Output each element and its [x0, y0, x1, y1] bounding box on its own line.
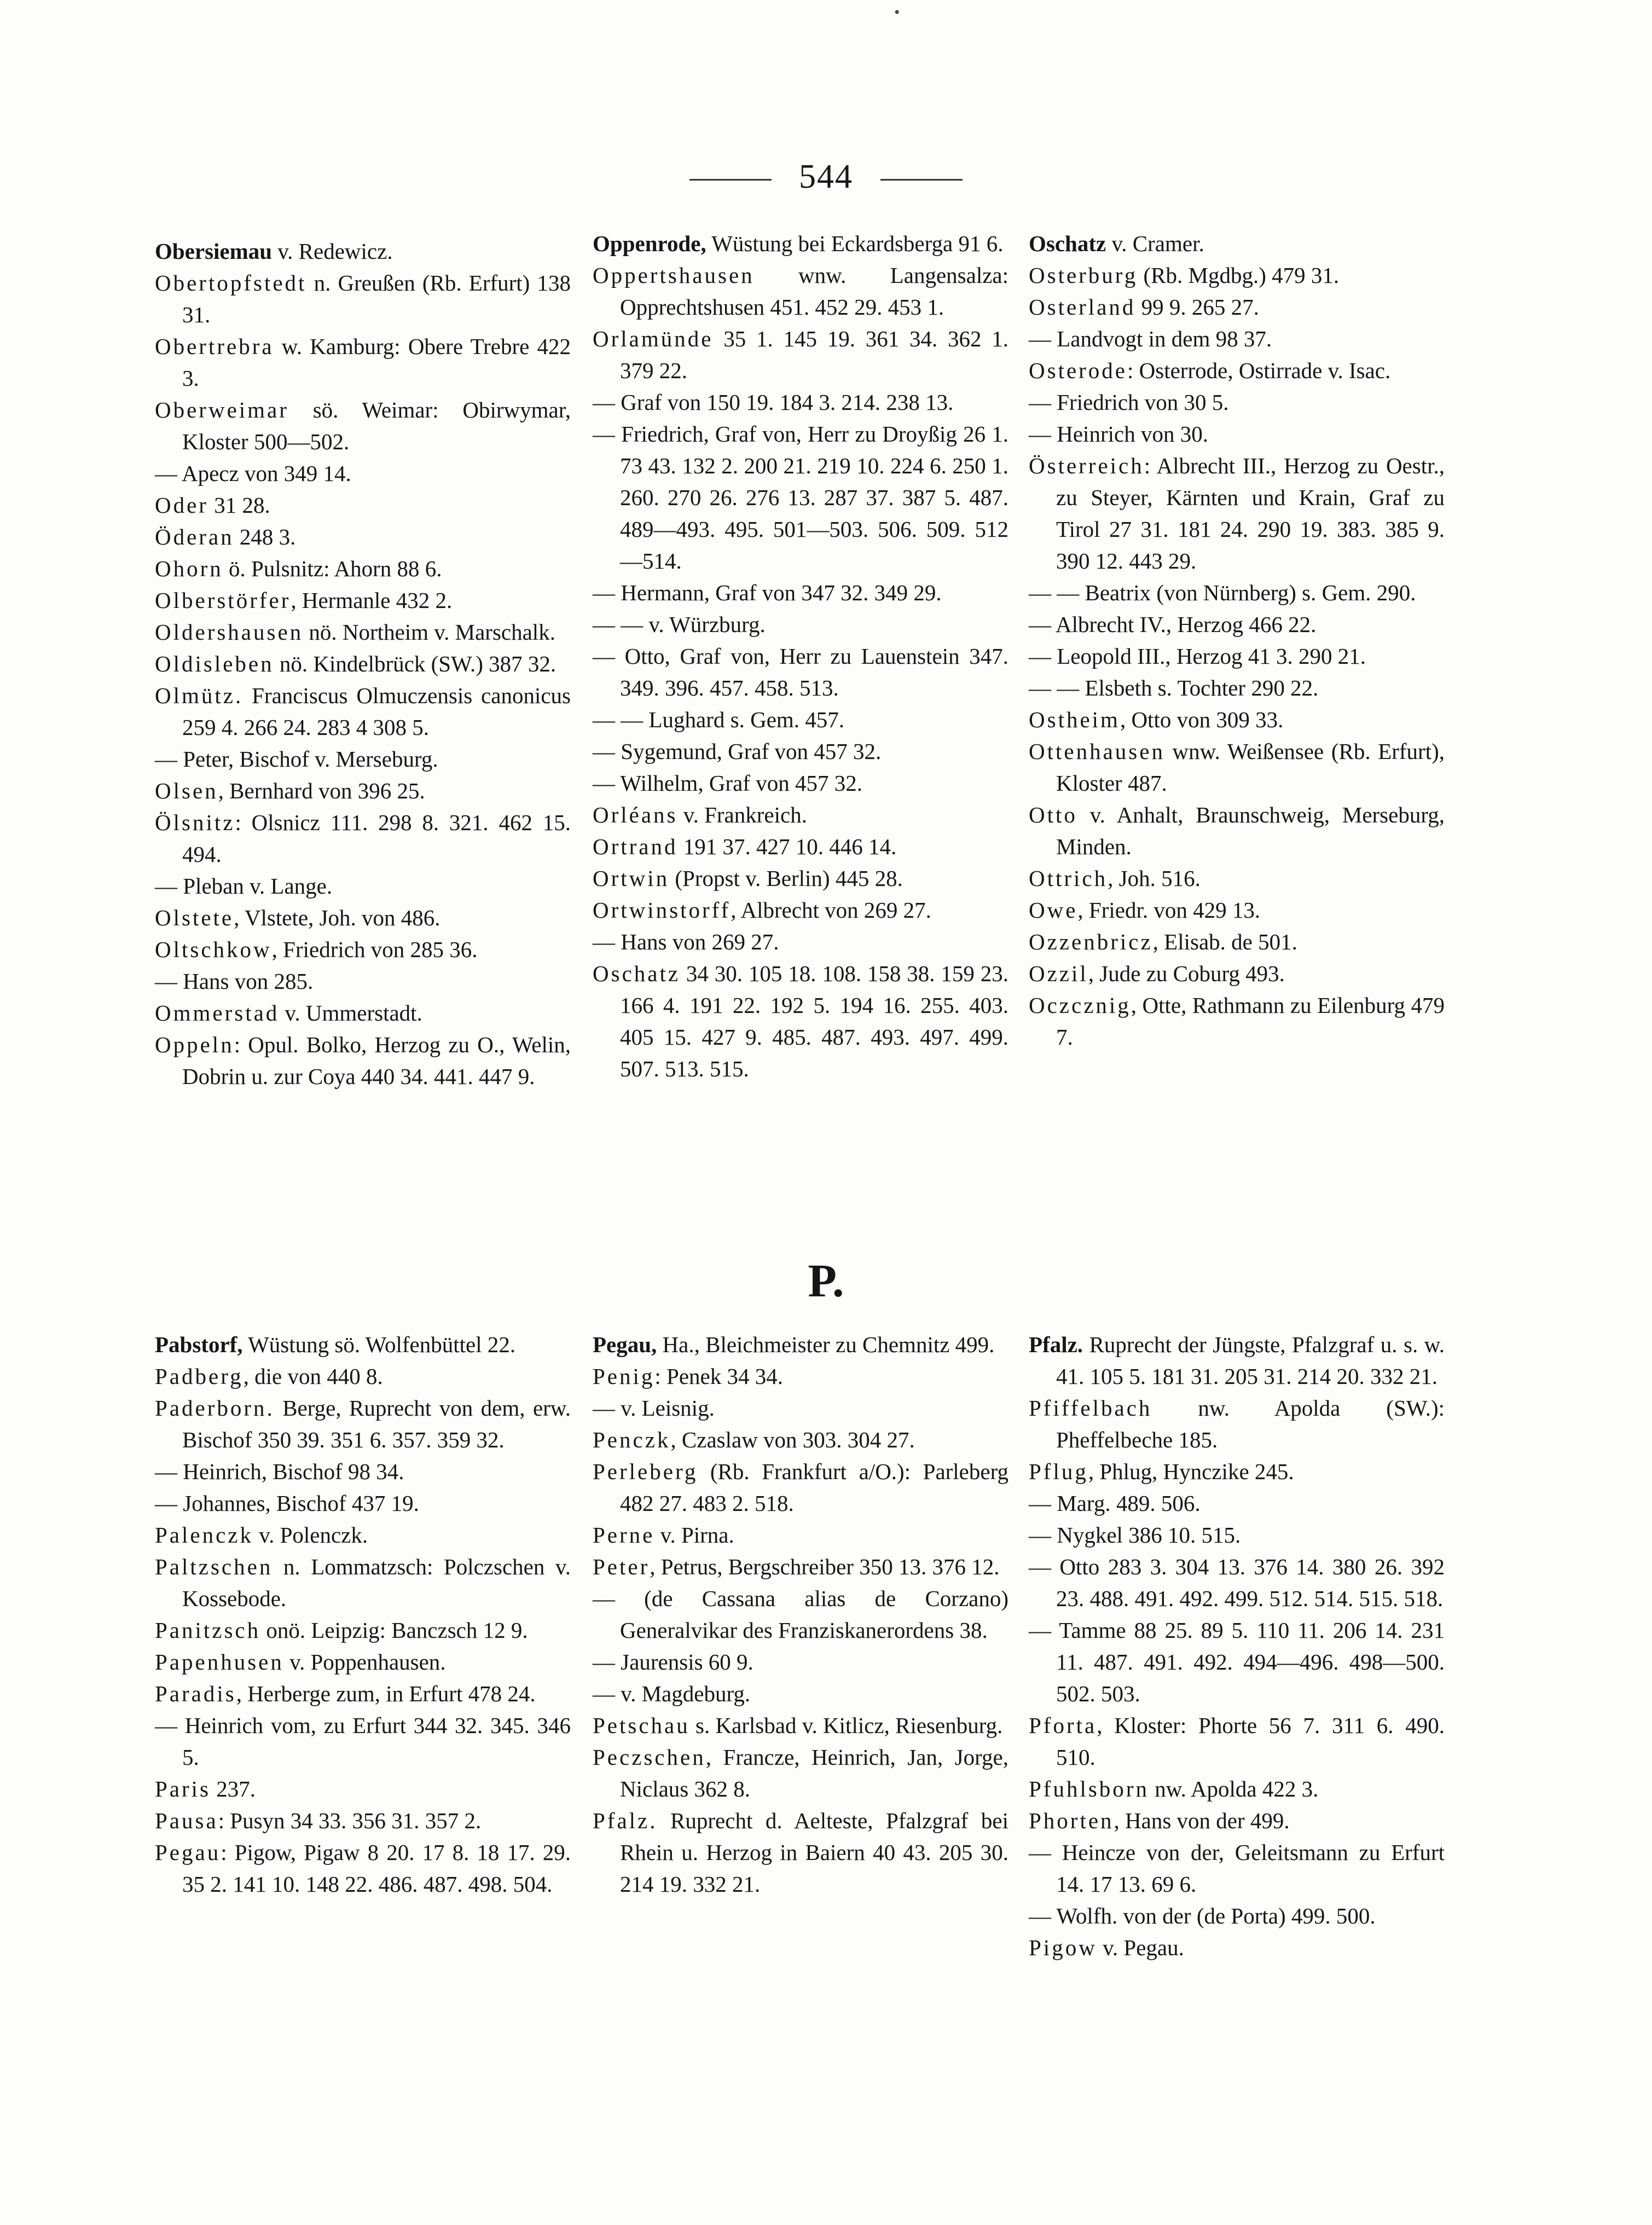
index-entry: [593, 767, 1008, 799]
entry-text: 191 37. 427 10. 446 14.: [677, 834, 897, 859]
entry-text: — Friedrich von 30 5.: [1029, 390, 1229, 415]
index-entry: [593, 831, 1008, 862]
index-entry: [155, 1551, 571, 1614]
entry-text: — Heinrich von 30.: [1029, 421, 1208, 447]
entry-headword: Oppeln: [155, 1032, 234, 1057]
index-entry: [155, 489, 571, 521]
entry-headword: Ozzil: [1029, 961, 1088, 986]
index-entry: [155, 457, 571, 489]
index-entry: [1029, 1519, 1445, 1551]
entry-headword: Padberg: [155, 1364, 244, 1389]
entry-text: : Pusyn 34 33. 356 31. 357 2.: [218, 1808, 482, 1833]
entry-headword: Pabstorf,: [155, 1332, 243, 1357]
index-entry: [593, 1805, 1008, 1900]
entry-text: 35 1. 145 19. 361 34. 362 1. 379 22.: [620, 326, 1008, 383]
index-entry: [155, 1710, 571, 1773]
entry-text: , Czaslaw von 303. 304 27.: [670, 1427, 915, 1452]
entry-text: Ruprecht d. Aelteste, Pfalzgraf bei Rhein u. Herzog in Baiern 40 43. 205 30. 214 19. 332 21.: [620, 1808, 1008, 1897]
entry-headword: Oldisleben: [155, 651, 274, 676]
index-entry: [593, 704, 1008, 735]
entry-text: onö. Leipzig: Banczsch 12 9.: [260, 1618, 528, 1643]
entry-headword: Olberstörfer: [155, 588, 291, 613]
entry-text: v. Anhalt, Braunschweig, Merseburg, Minden.: [1056, 802, 1445, 859]
index-entry: [155, 394, 571, 457]
entry-text: sö. Weimar: Obirwymar, Kloster 500—502.: [182, 397, 571, 454]
index-entry: [155, 1836, 571, 1900]
entry-headword: Pfalz.: [1029, 1332, 1083, 1357]
entry-text: : Osterrode, Ostirrade v. Isac.: [1127, 358, 1391, 383]
entry-text: nö. Kindelbrück (SW.) 387 32.: [274, 651, 557, 676]
entry-text: nw. Apolda 422 3.: [1149, 1776, 1319, 1801]
index-entry: [593, 609, 1008, 640]
entry-headword: Ottrich: [1029, 866, 1108, 891]
index-entry: [155, 743, 571, 775]
index-entry: [155, 807, 571, 870]
index-entry: [593, 958, 1008, 1085]
index-entry: [1029, 228, 1445, 259]
index-entry: [593, 323, 1008, 386]
index-entry: [593, 1741, 1008, 1805]
entry-headword: Peczschen: [593, 1745, 706, 1770]
entry-text: — Pleban v. Lange.: [155, 873, 333, 899]
entry-text: — Landvogt in dem 98 37.: [1029, 326, 1272, 351]
entry-headword: Penczk: [593, 1427, 671, 1452]
entry-text: v. Pirna.: [654, 1522, 734, 1548]
entry-text: — Wolfh. von der (de Porta) 499. 500.: [1029, 1903, 1376, 1928]
entry-text: — Graf von 150 19. 184 3. 214. 238 13.: [593, 390, 954, 415]
index-entry: [155, 521, 571, 553]
entry-headword: Pegau,: [593, 1332, 657, 1357]
entry-text: — Friedrich, Graf von, Herr zu Droyßig 26 1. 73 43. 132 2. 200 21. 219 10. 224 6. 250 1. 260. 270 26. 276 13. 287 37. 387 5. 487. 489—493. 495. 501—503. 506. 509. 512—514.: [593, 421, 1008, 573]
entry-text: , Elisab. de 501.: [1152, 929, 1297, 954]
entry-text: nö. Northeim v. Marschalk.: [303, 619, 555, 645]
index-entry: [1029, 1932, 1445, 1963]
index-entry: [155, 331, 571, 394]
entry-text: , Friedr. von 429 13.: [1077, 897, 1261, 923]
index-entry: [1029, 259, 1445, 291]
column-6: [1029, 1329, 1445, 1963]
entry-headword: Osterland: [1029, 294, 1136, 320]
entry-headword: Oltschkow: [155, 937, 272, 962]
entry-text: 31 28.: [208, 492, 270, 518]
entry-headword: Olmütz.: [155, 683, 244, 708]
index-entry: [593, 799, 1008, 831]
entry-headword: Pausa: [155, 1808, 218, 1833]
index-entry: [155, 1029, 571, 1092]
entry-text: — Wilhelm, Graf von 457 32.: [593, 770, 862, 796]
index-entry: [155, 1456, 571, 1487]
entry-text: 34 30. 105 18. 108. 158 38. 159 23. 166 4. 191 22. 192 5. 194 16. 255. 403. 405 15. 427 9. 485. 487. 493. 497. 499. 507. 513. 515.: [620, 961, 1008, 1081]
entry-text: v. Poppenhausen.: [283, 1649, 446, 1674]
entry-headword: Olstete: [155, 905, 234, 930]
entry-text: Ruprecht der Jüngste, Pfalzgraf u. s. w. 41. 105 5. 181 31. 205 31. 214 20. 332 21.: [1056, 1332, 1445, 1389]
index-entry: [155, 1392, 571, 1456]
entry-text: , Jude zu Coburg 493.: [1088, 961, 1285, 986]
index-entry: [1029, 1710, 1445, 1773]
index-entry: [593, 640, 1008, 704]
entry-headword: Ortwin: [593, 866, 670, 891]
index-entry: [593, 228, 1008, 259]
entry-headword: Pigow: [1029, 1935, 1097, 1960]
entry-text: , Hermanle 432 2.: [291, 588, 453, 613]
index-entry: [155, 1360, 571, 1392]
index-entry: [1029, 735, 1445, 799]
index-entry: [593, 1360, 1008, 1392]
entry-text: w. Kamburg: Obere Trebre 422 3.: [182, 334, 571, 391]
entry-text: , Otto von 309 33.: [1120, 707, 1284, 732]
entry-text: — — Beatrix (von Nürnberg) s. Gem. 290.: [1029, 580, 1416, 605]
index-entry: [1029, 1329, 1445, 1392]
entry-text: — — v. Würzburg.: [593, 612, 766, 637]
entry-text: — Sygemund, Graf von 457 32.: [593, 739, 882, 764]
entry-headword: Oppenrode,: [593, 231, 706, 256]
index-entry: [593, 735, 1008, 767]
entry-headword: Österreich: [1029, 453, 1144, 478]
entry-text: — Albrecht IV., Herzog 466 22.: [1029, 612, 1317, 637]
entry-text: Berge, Ruprecht von dem, erw. Bischof 350 39. 351 6. 357. 359 32.: [182, 1395, 571, 1452]
entry-headword: Petschau: [593, 1713, 690, 1738]
entry-headword: Ölsnitz: [155, 810, 235, 835]
index-entry: [593, 1646, 1008, 1678]
header-rule-right: [880, 179, 963, 181]
column-5: [593, 1329, 1008, 1900]
index-entry: [593, 259, 1008, 323]
index-entry: [593, 1329, 1008, 1360]
index-entry: [1029, 989, 1445, 1053]
index-entry: [155, 680, 571, 743]
section-letter: P.: [808, 1254, 844, 1307]
index-entry: [155, 1678, 571, 1710]
entry-text: v. Redewicz.: [272, 239, 393, 264]
index-entry: [155, 775, 571, 807]
index-entry: [155, 1646, 571, 1678]
index-entry: [593, 1678, 1008, 1710]
entry-text: — Otto, Graf von, Herr zu Lauenstein 347. 349. 396. 457. 458. 513.: [593, 644, 1008, 700]
entry-text: nw. Apolda (SW.): Pheffelbeche 185.: [1056, 1395, 1445, 1452]
entry-headword: Perne: [593, 1522, 655, 1548]
index-entry: [1029, 1487, 1445, 1519]
entry-text: , Bernhard von 396 25.: [218, 778, 425, 803]
entry-text: — Peter, Bischof v. Merseburg.: [155, 746, 438, 772]
index-entry: [593, 1392, 1008, 1424]
index-entry: [155, 870, 571, 902]
entry-headword: Ozzenbricz: [1029, 929, 1153, 954]
entry-headword: Pforta: [1029, 1713, 1097, 1738]
entry-text: — v. Magdeburg.: [593, 1681, 751, 1706]
index-entry: [1029, 799, 1445, 862]
entry-headword: Olsen: [155, 778, 218, 803]
index-entry: [155, 902, 571, 934]
index-entry: [155, 553, 571, 584]
entry-text: wnw. Weißensee (Rb. Erfurt), Kloster 487.: [1056, 739, 1445, 796]
index-entry: [1029, 1773, 1445, 1805]
entry-headword: Orléans: [593, 802, 678, 827]
entry-text: — Marg. 489. 506.: [1029, 1491, 1201, 1516]
entry-text: (Rb. Mgdbg.) 479 31.: [1138, 263, 1340, 288]
index-entry: [155, 934, 571, 965]
entry-text: : Pigow, Pigaw 8 20. 17 8. 18 17. 29. 35 2. 141 10. 148 22. 486. 487. 498. 504.: [182, 1840, 571, 1897]
entry-text: (Propst v. Berlin) 445 28.: [669, 866, 903, 891]
index-entry: [593, 1424, 1008, 1456]
entry-text: — v. Leisnig.: [593, 1395, 715, 1421]
entry-text: Wüstung bei Eckardsberga 91 6.: [706, 231, 1004, 256]
index-entry: [1029, 386, 1445, 418]
index-entry: [155, 648, 571, 680]
entry-text: n. Lommatzsch: Polczschen v. Kossebode.: [182, 1554, 571, 1611]
index-entry: [1029, 894, 1445, 926]
entry-text: — Hermann, Graf von 347 32. 349 29.: [593, 580, 942, 605]
entry-headword: Paradis: [155, 1681, 236, 1706]
index-entry: [1029, 1392, 1445, 1456]
entry-text: (Rb. Frankfurt a/O.): Parleberg 482 27. 483 2. 518.: [620, 1459, 1008, 1516]
entry-text: — Leopold III., Herzog 41 3. 290 21.: [1029, 644, 1366, 669]
entry-headword: Paris: [155, 1776, 211, 1801]
entry-headword: Obertrebra: [155, 334, 274, 359]
index-entry: [1029, 1900, 1445, 1932]
index-entry: [155, 965, 571, 997]
entry-text: Ha., Bleichmeister zu Chemnitz 499.: [657, 1332, 995, 1357]
entry-headword: Penig: [593, 1364, 655, 1389]
entry-headword: Phorten: [1029, 1808, 1114, 1833]
entry-text: : Penek 34 34.: [654, 1364, 783, 1389]
index-entry: [593, 1710, 1008, 1741]
column-1: [155, 235, 571, 1092]
entry-text: , Vlstete, Joh. von 486.: [234, 905, 440, 930]
column-3: [1029, 228, 1445, 1053]
entry-headword: Perleberg: [593, 1459, 698, 1484]
entry-text: — Otto 283 3. 304 13. 376 14. 380 26. 392 23. 488. 491. 492. 499. 512. 514. 515. 518.: [1029, 1554, 1445, 1611]
entry-text: — — Elsbeth s. Tochter 290 22.: [1029, 675, 1319, 700]
index-entry: [1029, 672, 1445, 704]
entry-text: — Heincze von der, Geleitsmann zu Erfurt 14. 17 13. 69 6.: [1029, 1840, 1445, 1897]
column-2: [593, 228, 1008, 1085]
index-entry: [155, 616, 571, 648]
header-rule-left: [689, 179, 772, 181]
entry-headword: Pflug: [1029, 1459, 1088, 1484]
entry-text: — Hans von 269 27.: [593, 929, 779, 954]
index-entry: [1029, 450, 1445, 577]
print-speck: •: [894, 3, 900, 21]
entry-text: 237.: [211, 1776, 256, 1801]
entry-text: — Heinrich, Bischof 98 34.: [155, 1459, 404, 1484]
entry-headword: Oder: [155, 492, 208, 518]
entry-text: n. Greußen (Rb. Erfurt) 138 31.: [182, 270, 571, 327]
entry-text: v. Polenczk.: [253, 1522, 368, 1548]
index-entry: [1029, 418, 1445, 450]
index-entry: [155, 1773, 571, 1805]
index-entry: [155, 1519, 571, 1551]
entry-text: , Herberge zum, in Erfurt 478 24.: [236, 1681, 536, 1706]
index-entry: [593, 1519, 1008, 1551]
entry-text: , Phlug, Hynczike 245.: [1088, 1459, 1294, 1484]
index-entry: [1029, 958, 1445, 989]
index-entry: [1029, 1551, 1445, 1614]
entry-headword: Oschatz: [1029, 231, 1106, 256]
entry-text: wnw. Langensalza: Opprechtshusen 451. 452 29. 453 1.: [620, 263, 1008, 320]
index-entry: [593, 926, 1008, 958]
entry-text: ö. Pulsnitz: Ahorn 88 6.: [223, 556, 442, 581]
entry-text: — Tamme 88 25. 89 5. 110 11. 206 14. 231 11. 487. 491. 492. 494—496. 498—500. 502. 503.: [1029, 1618, 1445, 1706]
entry-headword: Oberweimar: [155, 397, 289, 422]
entry-headword: Pegau: [155, 1840, 221, 1865]
index-entry: [1029, 862, 1445, 894]
entry-text: v. Frankreich.: [677, 802, 807, 827]
entry-headword: Oczcznig: [1029, 993, 1131, 1018]
entry-headword: Obersiemau: [155, 239, 273, 264]
entry-text: — Heinrich vom, zu Erfurt 344 32. 345. 346 5.: [155, 1713, 571, 1770]
index-entry: [155, 1805, 571, 1836]
index-entry: [593, 418, 1008, 577]
index-entry: [593, 577, 1008, 609]
index-entry: [593, 386, 1008, 418]
entry-text: 248 3.: [234, 524, 296, 549]
entry-text: , Petrus, Bergschreiber 350 13. 376 12.: [650, 1554, 1000, 1579]
entry-headword: Pfiffelbach: [1029, 1395, 1152, 1421]
index-entry: [1029, 1805, 1445, 1836]
column-4: [155, 1329, 571, 1900]
index-entry: [1029, 609, 1445, 640]
index-entry: [1029, 1836, 1445, 1900]
entry-text: , Otte, Rathmann zu Eilenburg 479 7.: [1056, 993, 1445, 1050]
entry-text: , Joh. 516.: [1108, 866, 1201, 891]
index-entry: [593, 1551, 1008, 1583]
index-entry: [1029, 323, 1445, 355]
entry-text: — Jaurensis 60 9.: [593, 1649, 753, 1674]
entry-headword: Ottenhausen: [1029, 739, 1165, 764]
entry-text: v. Ummerstadt.: [279, 1000, 422, 1025]
index-entry: [593, 1456, 1008, 1519]
entry-headword: Ostheim: [1029, 707, 1120, 732]
entry-headword: Ortrand: [593, 834, 678, 859]
entry-text: , Friedrich von 285 36.: [271, 937, 478, 962]
index-entry: [155, 1487, 571, 1519]
entry-headword: Owe: [1029, 897, 1078, 923]
entry-headword: Ortwinstorff: [593, 897, 731, 923]
page-number: 544: [799, 158, 853, 195]
entry-headword: Oppertshausen: [593, 263, 755, 288]
entry-headword: Papenhusen: [155, 1649, 284, 1674]
index-entry: [155, 997, 571, 1029]
entry-text: s. Karlsbad v. Kitlicz, Riesenburg.: [689, 1713, 1003, 1738]
index-entry: [1029, 926, 1445, 958]
index-entry: [155, 584, 571, 616]
entry-headword: Peter: [593, 1554, 650, 1579]
entry-headword: Panitzsch: [155, 1618, 261, 1643]
index-entry: [155, 1614, 571, 1646]
index-entry: [593, 1583, 1008, 1646]
entry-headword: Orlamünde: [593, 326, 714, 351]
entry-text: : Opul. Bolko, Herzog zu O., Welin, Dobrin u. zur Coya 440 34. 441. 447 9.: [182, 1032, 571, 1089]
index-entry: [1029, 704, 1445, 735]
page-header: [0, 158, 1652, 196]
entry-headword: Osterode: [1029, 358, 1128, 383]
index-entry: [1029, 1456, 1445, 1487]
entry-text: , Kloster: Phorte 56 7. 311 6. 490. 510.: [1056, 1713, 1445, 1770]
entry-text: , Hans von der 499.: [1114, 1808, 1290, 1833]
entry-text: — Johannes, Bischof 437 19.: [155, 1491, 419, 1516]
entry-text: — (de Cassana alias de Corzano) Generalvikar des Franziskanerordens 38.: [593, 1586, 1008, 1643]
entry-text: : Albrecht III., Herzog zu Oestr., zu Steyer, Kärnten und Krain, Graf zu Tirol 27 31. 181 24. 290 19. 383. 385 9. 390 12. 443 29.: [1056, 453, 1445, 573]
entry-headword: Paderborn.: [155, 1395, 275, 1421]
entry-headword: Paltzschen: [155, 1554, 273, 1579]
entry-text: : Olsnicz 111. 298 8. 321. 462 15. 494.: [182, 810, 571, 867]
entry-text: — Nygkel 386 10. 515.: [1029, 1522, 1241, 1548]
entry-headword: Obertopfstedt: [155, 270, 307, 295]
entry-text: Franciscus Olmuczensis canonicus 259 4. 266 24. 283 4 308 5.: [182, 683, 571, 740]
entry-headword: Ommerstad: [155, 1000, 280, 1025]
index-entry: [1029, 577, 1445, 609]
index-entry: [593, 894, 1008, 926]
index-entry: [155, 235, 571, 267]
entry-headword: Pfuhlsborn: [1029, 1776, 1149, 1801]
index-entry: [593, 862, 1008, 894]
entry-text: v. Pegau.: [1097, 1935, 1184, 1960]
entry-text: , Albrecht von 269 27.: [731, 897, 931, 923]
entry-text: Wüstung sö. Wolfenbüttel 22.: [242, 1332, 516, 1357]
index-entry: [1029, 640, 1445, 672]
index-entry: [155, 1329, 571, 1360]
entry-text: 99 9. 265 27.: [1135, 294, 1259, 320]
entry-headword: Palenczk: [155, 1522, 253, 1548]
entry-headword: Osterburg: [1029, 263, 1138, 288]
entry-headword: Oldershausen: [155, 619, 304, 645]
entry-text: , Francze, Heinrich, Jan, Jorge, Niclaus 362 8.: [620, 1745, 1008, 1801]
index-entry: [1029, 355, 1445, 386]
entry-headword: Oschatz: [593, 961, 681, 986]
entry-headword: Pfalz.: [593, 1808, 658, 1833]
entry-text: — Hans von 285.: [155, 969, 314, 994]
entry-headword: Ohorn: [155, 556, 223, 581]
entry-text: , die von 440 8.: [243, 1364, 383, 1389]
entry-text: — — Lughard s. Gem. 457.: [593, 707, 845, 732]
entry-headword: Öderan: [155, 524, 234, 549]
entry-text: v. Cramer.: [1106, 231, 1204, 256]
index-entry: [155, 267, 571, 331]
index-entry: [1029, 1614, 1445, 1710]
index-entry: [1029, 291, 1445, 323]
entry-headword: Otto: [1029, 802, 1077, 827]
entry-text: — Apecz von 349 14.: [155, 461, 351, 486]
